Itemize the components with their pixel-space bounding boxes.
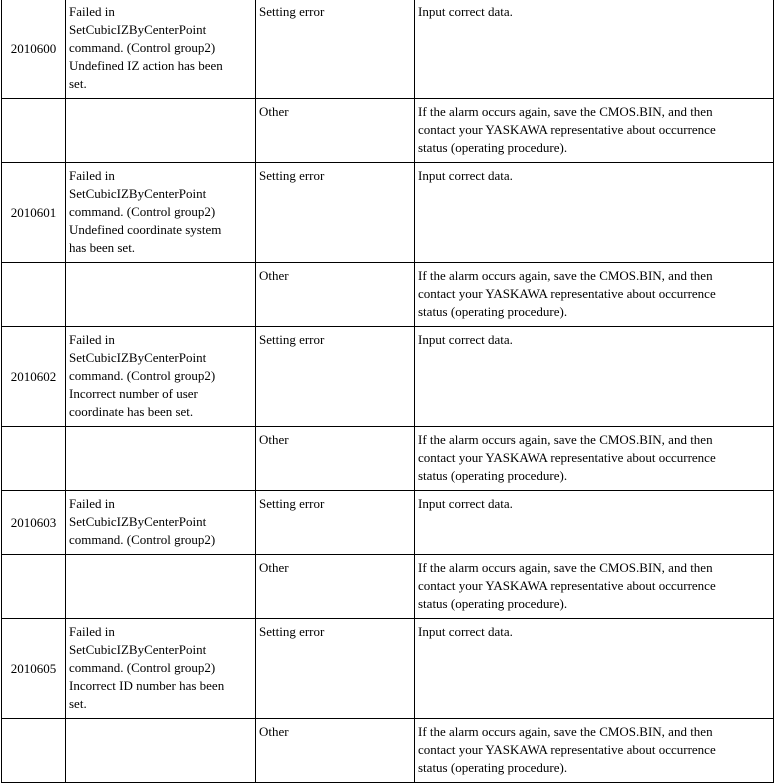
alarm-remedy-cell: [415, 427, 774, 491]
alarm-row-other: [2, 99, 774, 163]
empty-code-cell: [2, 427, 66, 491]
alarm-cause-cell: Other: [256, 427, 415, 491]
alarm-remedy-line: Input correct data.: [418, 496, 513, 511]
alarm-row: [2, 327, 774, 427]
alarm-description-line: SetCubicIZByCenterPoint: [69, 350, 207, 365]
alarm-remedy-line: Input correct data.: [418, 332, 513, 347]
alarm-description-line: has been set.: [69, 240, 136, 255]
alarm-remedy-line: status (operating procedure).: [418, 468, 568, 483]
alarm-cause-cell: Other: [256, 555, 415, 619]
alarm-description-line: SetCubicIZByCenterPoint: [69, 642, 207, 657]
alarm-cause-cell: Setting error: [256, 163, 415, 263]
alarm-description-line: Failed in: [69, 496, 115, 511]
alarm-cause-cell: Other: [256, 99, 415, 163]
alarm-description-line: Failed in: [69, 168, 115, 183]
alarm-remedy-cell: [415, 555, 774, 619]
alarm-description-line: SetCubicIZByCenterPoint: [69, 22, 207, 37]
alarm-row: [2, 491, 774, 555]
alarm-remedy-cell: [415, 491, 774, 555]
alarm-description-cell: [66, 327, 256, 427]
alarm-code-cell: 2010601: [2, 163, 66, 263]
alarm-cause-cell: Other: [256, 719, 415, 783]
alarm-description-line: Failed in: [69, 624, 115, 639]
alarm-description-line: command. (Control group2): [69, 660, 216, 675]
alarm-remedy-line: status (operating procedure).: [418, 140, 568, 155]
alarm-row: [2, 0, 774, 99]
alarm-description-cell: [66, 619, 256, 719]
alarm-row-other: [2, 263, 774, 327]
alarm-remedy-cell: [415, 0, 774, 99]
alarm-remedy-line: status (operating procedure).: [418, 760, 568, 775]
alarm-remedy-line: contact your YASKAWA representative about occurrence: [418, 578, 716, 593]
empty-description-cell: [66, 555, 256, 619]
alarm-remedy-line: status (operating procedure).: [418, 596, 568, 611]
alarm-remedy-line: If the alarm occurs again, save the CMOS.BIN, and then: [418, 724, 713, 739]
alarm-cause-cell: Setting error: [256, 327, 415, 427]
alarm-row-other: [2, 555, 774, 619]
alarm-description-cell: [66, 0, 256, 99]
alarm-remedy-cell: [415, 163, 774, 263]
alarm-cause-cell: Setting error: [256, 491, 415, 555]
alarm-remedy-line: Input correct data.: [418, 4, 513, 19]
alarm-remedy-line: status (operating procedure).: [418, 304, 568, 319]
alarm-code-cell: 2010605: [2, 619, 66, 719]
alarm-code-cell: 2010600: [2, 0, 66, 99]
alarm-row: [2, 163, 774, 263]
alarm-code-cell: 2010603: [2, 491, 66, 555]
empty-code-cell: [2, 99, 66, 163]
alarm-remedy-line: Input correct data.: [418, 624, 513, 639]
alarm-description-cell: [66, 163, 256, 263]
alarm-remedy-line: contact your YASKAWA representative about occurrence: [418, 286, 716, 301]
alarm-remedy-line: contact your YASKAWA representative about occurrence: [418, 122, 716, 137]
alarm-description-line: Incorrect ID number has been: [69, 678, 225, 693]
alarm-description-line: command. (Control group2): [69, 532, 216, 547]
alarm-remedy-cell: [415, 719, 774, 783]
alarm-description-line: set.: [69, 696, 87, 711]
alarm-description-line: command. (Control group2): [69, 40, 216, 55]
empty-description-cell: [66, 99, 256, 163]
alarm-description-line: command. (Control group2): [69, 368, 216, 383]
empty-code-cell: [2, 719, 66, 783]
alarm-table: [1, 0, 774, 783]
alarm-remedy-line: contact your YASKAWA representative about occurrence: [418, 742, 716, 757]
alarm-description-line: command. (Control group2): [69, 204, 216, 219]
alarm-cause-cell: Setting error: [256, 0, 415, 99]
alarm-cause-cell: Setting error: [256, 619, 415, 719]
alarm-description-line: set.: [69, 76, 87, 91]
alarm-remedy-line: If the alarm occurs again, save the CMOS.BIN, and then: [418, 268, 713, 283]
alarm-remedy-cell: [415, 263, 774, 327]
alarm-row-other: [2, 719, 774, 783]
alarm-description-line: Undefined IZ action has been: [69, 58, 223, 73]
alarm-description-line: Incorrect number of user: [69, 386, 198, 401]
alarm-remedy-cell: [415, 99, 774, 163]
alarm-description-line: SetCubicIZByCenterPoint: [69, 186, 207, 201]
empty-description-cell: [66, 427, 256, 491]
empty-description-cell: [66, 719, 256, 783]
alarm-description-line: coordinate has been set.: [69, 404, 194, 419]
alarm-row: [2, 619, 774, 719]
alarm-table-body: [2, 0, 774, 783]
empty-code-cell: [2, 263, 66, 327]
alarm-description-cell: [66, 491, 256, 555]
alarm-remedy-line: contact your YASKAWA representative about occurrence: [418, 450, 716, 465]
alarm-description-line: Undefined coordinate system: [69, 222, 222, 237]
alarm-row-other: [2, 427, 774, 491]
alarm-description-line: Failed in: [69, 4, 115, 19]
empty-code-cell: [2, 555, 66, 619]
alarm-remedy-line: Input correct data.: [418, 168, 513, 183]
alarm-remedy-line: If the alarm occurs again, save the CMOS.BIN, and then: [418, 560, 713, 575]
alarm-remedy-cell: [415, 619, 774, 719]
alarm-remedy-cell: [415, 327, 774, 427]
alarm-description-line: SetCubicIZByCenterPoint: [69, 514, 207, 529]
alarm-remedy-line: If the alarm occurs again, save the CMOS.BIN, and then: [418, 432, 713, 447]
alarm-remedy-line: If the alarm occurs again, save the CMOS.BIN, and then: [418, 104, 713, 119]
empty-description-cell: [66, 263, 256, 327]
alarm-code-cell: 2010602: [2, 327, 66, 427]
alarm-cause-cell: Other: [256, 263, 415, 327]
alarm-description-line: Failed in: [69, 332, 115, 347]
